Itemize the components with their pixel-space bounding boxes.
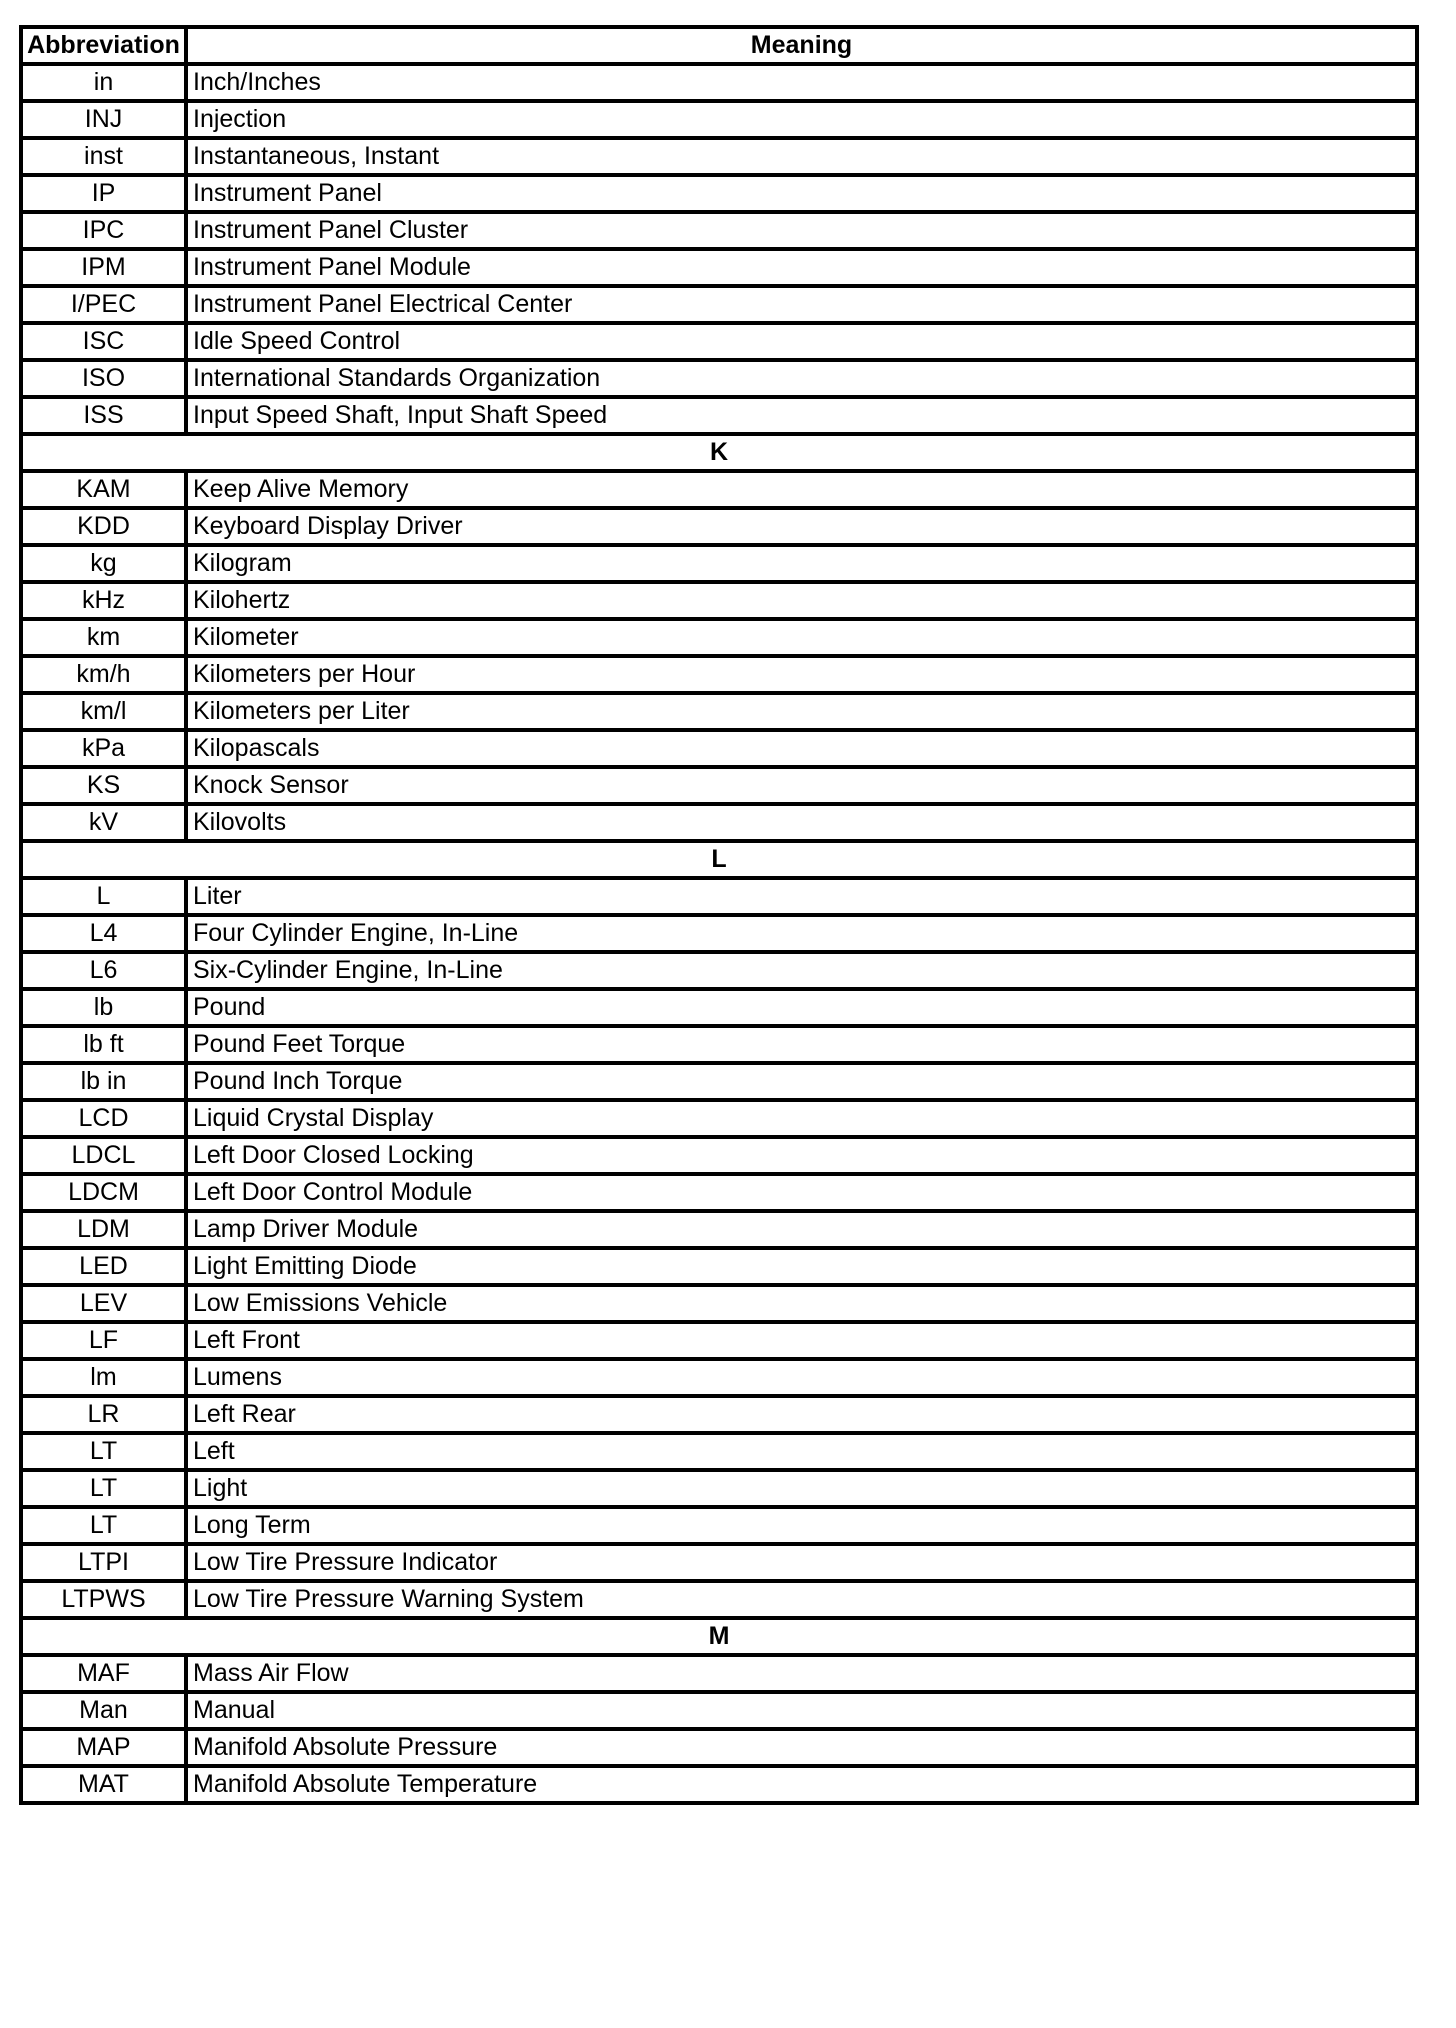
- table-row: [21, 1359, 1417, 1396]
- abbreviation-cell: Man: [21, 1692, 186, 1729]
- abbreviation-cell: LTPI: [21, 1544, 186, 1581]
- meaning-cell: Six-Cylinder Engine, In-Line: [186, 952, 1417, 989]
- abbreviation-cell: kHz: [21, 582, 186, 619]
- table-row: [21, 1174, 1417, 1211]
- meaning-cell: Light: [186, 1470, 1417, 1507]
- meaning-cell: Left Door Closed Locking: [186, 1137, 1417, 1174]
- meaning-cell: Mass Air Flow: [186, 1655, 1417, 1692]
- abbreviation-cell: L6: [21, 952, 186, 989]
- meaning-cell: Instrument Panel Electrical Center: [186, 286, 1417, 323]
- table-row: [21, 360, 1417, 397]
- section-letter: L: [21, 841, 1417, 878]
- abbreviation-cell: lm: [21, 1359, 186, 1396]
- section-header-row: [21, 434, 1417, 471]
- abbreviation-cell: ISO: [21, 360, 186, 397]
- abbreviation-cell: LT: [21, 1470, 186, 1507]
- table-row: [21, 582, 1417, 619]
- abbreviation-cell: MAF: [21, 1655, 186, 1692]
- abbreviation-cell: L: [21, 878, 186, 915]
- table-row: [21, 1100, 1417, 1137]
- meaning-cell: Pound: [186, 989, 1417, 1026]
- meaning-cell: Manifold Absolute Pressure: [186, 1729, 1417, 1766]
- abbreviation-cell: LDCL: [21, 1137, 186, 1174]
- abbreviation-cell: ISC: [21, 323, 186, 360]
- abbreviation-cell: kg: [21, 545, 186, 582]
- table-row: [21, 1211, 1417, 1248]
- meaning-cell: Injection: [186, 101, 1417, 138]
- table-row: [21, 1766, 1417, 1803]
- abbreviation-cell: lb ft: [21, 1026, 186, 1063]
- table-row: [21, 1137, 1417, 1174]
- table-row: [21, 730, 1417, 767]
- abbreviation-cell: inst: [21, 138, 186, 175]
- meaning-cell: Pound Feet Torque: [186, 1026, 1417, 1063]
- abbreviation-cell: LR: [21, 1396, 186, 1433]
- meaning-cell: Knock Sensor: [186, 767, 1417, 804]
- table-row: [21, 1433, 1417, 1470]
- table-row: [21, 804, 1417, 841]
- meaning-cell: Manual: [186, 1692, 1417, 1729]
- table-row: [21, 545, 1417, 582]
- abbreviation-cell: LCD: [21, 1100, 186, 1137]
- abbreviation-cell: LT: [21, 1507, 186, 1544]
- meaning-cell: Kilometers per Hour: [186, 656, 1417, 693]
- meaning-cell: Lamp Driver Module: [186, 1211, 1417, 1248]
- abbreviation-cell: LTPWS: [21, 1581, 186, 1618]
- meaning-cell: Keep Alive Memory: [186, 471, 1417, 508]
- meaning-cell: Kilogram: [186, 545, 1417, 582]
- meaning-cell: Left Front: [186, 1322, 1417, 1359]
- table-row: [21, 1285, 1417, 1322]
- meaning-cell: Kilovolts: [186, 804, 1417, 841]
- abbreviation-cell: IP: [21, 175, 186, 212]
- abbreviation-cell: MAT: [21, 1766, 186, 1803]
- meaning-cell: Long Term: [186, 1507, 1417, 1544]
- meaning-cell: Manifold Absolute Temperature: [186, 1766, 1417, 1803]
- meaning-cell: Lumens: [186, 1359, 1417, 1396]
- meaning-cell: Left Door Control Module: [186, 1174, 1417, 1211]
- abbreviation-cell: IPC: [21, 212, 186, 249]
- table-row: [21, 1396, 1417, 1433]
- table-row: [21, 878, 1417, 915]
- table-row: [21, 1026, 1417, 1063]
- abbreviation-cell: LDM: [21, 1211, 186, 1248]
- meaning-cell: Low Tire Pressure Warning System: [186, 1581, 1417, 1618]
- meaning-cell: Kilohertz: [186, 582, 1417, 619]
- abbreviation-cell: LT: [21, 1433, 186, 1470]
- table-row: [21, 1655, 1417, 1692]
- meaning-column-header: Meaning: [186, 27, 1417, 64]
- abbreviation-cell: KS: [21, 767, 186, 804]
- abbreviation-cell: LDCM: [21, 1174, 186, 1211]
- table-row: [21, 1729, 1417, 1766]
- table-row: [21, 101, 1417, 138]
- meaning-cell: Instrument Panel: [186, 175, 1417, 212]
- table-row: [21, 656, 1417, 693]
- abbreviation-cell: lb in: [21, 1063, 186, 1100]
- table-row: [21, 1692, 1417, 1729]
- table-row: [21, 249, 1417, 286]
- section-header-row: [21, 1618, 1417, 1655]
- abbreviation-cell: ISS: [21, 397, 186, 434]
- meaning-cell: Low Emissions Vehicle: [186, 1285, 1417, 1322]
- table-row: [21, 1248, 1417, 1285]
- table-row: [21, 1544, 1417, 1581]
- table-row: [21, 1322, 1417, 1359]
- table-row: [21, 693, 1417, 730]
- table-row: [21, 64, 1417, 101]
- abbreviation-cell: IPM: [21, 249, 186, 286]
- abbreviation-column-header: Abbreviation: [21, 27, 186, 64]
- abbreviation-cell: KAM: [21, 471, 186, 508]
- table-row: [21, 1581, 1417, 1618]
- abbreviation-table: [19, 25, 1419, 1805]
- abbreviation-cell: kPa: [21, 730, 186, 767]
- meaning-cell: International Standards Organization: [186, 360, 1417, 397]
- table-row: [21, 286, 1417, 323]
- abbreviation-cell: LF: [21, 1322, 186, 1359]
- table-row: [21, 767, 1417, 804]
- abbreviation-cell: lb: [21, 989, 186, 1026]
- meaning-cell: Input Speed Shaft, Input Shaft Speed: [186, 397, 1417, 434]
- table-row: [21, 1470, 1417, 1507]
- abbreviation-cell: in: [21, 64, 186, 101]
- table-row: [21, 397, 1417, 434]
- abbreviation-cell: L4: [21, 915, 186, 952]
- table-row: [21, 989, 1417, 1026]
- meaning-cell: Kilopascals: [186, 730, 1417, 767]
- table-row: [21, 1063, 1417, 1100]
- meaning-cell: Four Cylinder Engine, In-Line: [186, 915, 1417, 952]
- abbreviation-cell: KDD: [21, 508, 186, 545]
- header-row: [21, 27, 1417, 64]
- abbreviation-cell: I/PEC: [21, 286, 186, 323]
- meaning-cell: Keyboard Display Driver: [186, 508, 1417, 545]
- abbreviation-cell: km/h: [21, 656, 186, 693]
- abbreviation-cell: LEV: [21, 1285, 186, 1322]
- meaning-cell: Kilometers per Liter: [186, 693, 1417, 730]
- abbreviation-cell: LED: [21, 1248, 186, 1285]
- meaning-cell: Left: [186, 1433, 1417, 1470]
- table-row: [21, 471, 1417, 508]
- abbreviation-cell: km: [21, 619, 186, 656]
- table-row: [21, 952, 1417, 989]
- meaning-cell: Inch/Inches: [186, 64, 1417, 101]
- section-header-row: [21, 841, 1417, 878]
- table-row: [21, 138, 1417, 175]
- table-row: [21, 1507, 1417, 1544]
- abbreviation-cell: kV: [21, 804, 186, 841]
- meaning-cell: Light Emitting Diode: [186, 1248, 1417, 1285]
- table-row: [21, 619, 1417, 656]
- meaning-cell: Left Rear: [186, 1396, 1417, 1433]
- meaning-cell: Idle Speed Control: [186, 323, 1417, 360]
- table-row: [21, 212, 1417, 249]
- abbreviation-cell: km/l: [21, 693, 186, 730]
- meaning-cell: Instrument Panel Module: [186, 249, 1417, 286]
- table-row: [21, 915, 1417, 952]
- meaning-cell: Instrument Panel Cluster: [186, 212, 1417, 249]
- meaning-cell: Liquid Crystal Display: [186, 1100, 1417, 1137]
- table-body: [21, 64, 1417, 1803]
- table-row: [21, 175, 1417, 212]
- meaning-cell: Kilometer: [186, 619, 1417, 656]
- meaning-cell: Pound Inch Torque: [186, 1063, 1417, 1100]
- section-letter: M: [21, 1618, 1417, 1655]
- meaning-cell: Liter: [186, 878, 1417, 915]
- meaning-cell: Low Tire Pressure Indicator: [186, 1544, 1417, 1581]
- section-letter: K: [21, 434, 1417, 471]
- meaning-cell: Instantaneous, Instant: [186, 138, 1417, 175]
- abbreviation-cell: INJ: [21, 101, 186, 138]
- abbreviation-cell: MAP: [21, 1729, 186, 1766]
- table-row: [21, 508, 1417, 545]
- table-row: [21, 323, 1417, 360]
